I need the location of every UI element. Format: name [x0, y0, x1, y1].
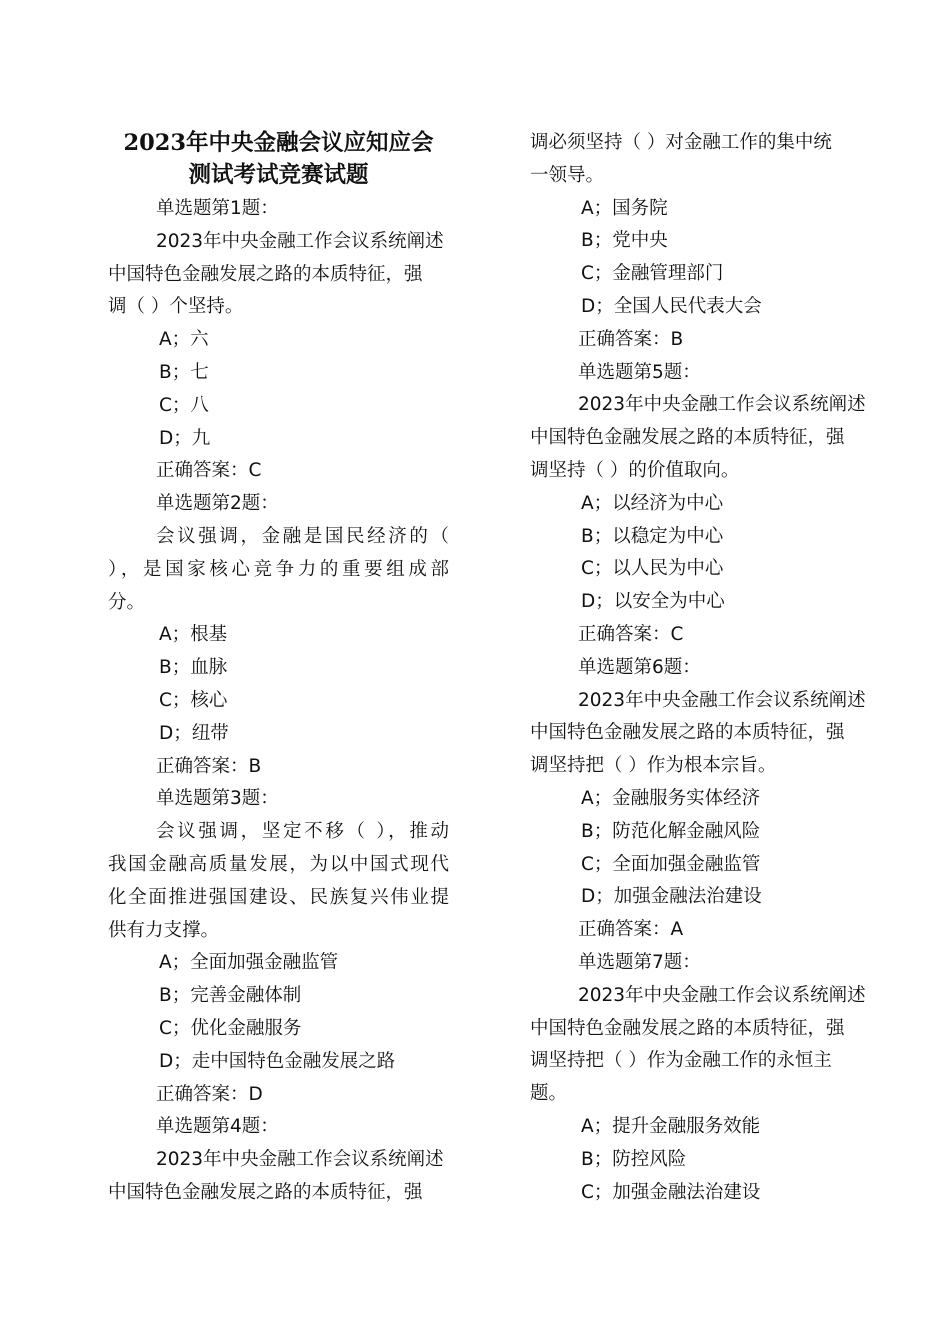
question-text [530, 685, 871, 783]
question-text-line: 调坚持把（ ）作为根本宗旨。 [530, 755, 777, 777]
question-6 [530, 652, 871, 947]
option-c: C；加强金融法治建设 [581, 1181, 761, 1203]
question-label: 单选题第4题： [156, 1116, 279, 1138]
question-text-line: 供有力支撑。 [108, 919, 220, 941]
option-a: A；全面加强金融监管 [159, 952, 339, 974]
option-d: D；纽带 [159, 722, 229, 744]
option-c: C；金融管理部门 [581, 263, 724, 285]
correct-answer: 正确答案：B [156, 755, 262, 777]
option-b: B；防控风险 [581, 1148, 687, 1170]
question-text-line: 调坚持把（ ）作为金融工作的永恒主 [530, 1050, 832, 1072]
question-text-line: 我国金融高质量发展，为以中国式现代 [108, 853, 449, 875]
correct-answer: 正确答案：D [156, 1083, 263, 1105]
question-text-line: 题。 [530, 1083, 568, 1105]
question-text [530, 980, 871, 1111]
question-text [530, 389, 871, 487]
question-text-line: 2023年中央金融工作会议系统阐述 [578, 984, 866, 1006]
left-column [108, 127, 449, 1210]
option-a: A；提升金融服务效能 [581, 1115, 761, 1137]
question-text-line: ），是国家核心竞争力的重要组成部 [108, 558, 449, 580]
question-text-line: 中国特色金融发展之路的本质特征，强 [108, 263, 423, 285]
option-c: C；优化金融服务 [159, 1017, 302, 1039]
option-a: A；根基 [159, 624, 228, 646]
question-text-line: 会议强调，金融是国民经济的（ [156, 525, 449, 547]
question-text-line: 中国特色金融发展之路的本质特征，强 [530, 427, 845, 449]
question-text-line: 分。 [108, 591, 146, 613]
question-text-line: 化全面推进强国建设、民族复兴伟业提 [108, 886, 449, 908]
question-label: 单选题第6题： [578, 656, 701, 678]
question-5 [530, 357, 871, 652]
option-d: D；走中国特色金融发展之路 [159, 1050, 396, 1072]
option-d: D；加强金融法治建设 [581, 886, 762, 908]
question-label: 单选题第5题： [578, 361, 701, 383]
question-text [108, 226, 449, 324]
option-a: A；以经济为中心 [581, 492, 724, 514]
question-label: 单选题第3题： [156, 788, 279, 810]
question-4 [108, 1111, 449, 1209]
document-title [108, 127, 449, 191]
option-c: C；核心 [159, 689, 228, 711]
option-a: A；六 [159, 329, 209, 351]
question-3 [108, 783, 449, 1111]
question-text [108, 1144, 449, 1210]
option-b: B；党中央 [581, 230, 668, 252]
question-7 [530, 947, 871, 1209]
question-text-line: 会议强调，坚定不移（ ），推动 [156, 821, 449, 843]
question-text-line: 调坚持（ ）的价值取向。 [530, 459, 740, 481]
option-a: A；国务院 [581, 197, 668, 219]
question-text-line: 2023年中央金融工作会议系统阐述 [578, 689, 866, 711]
question-text-line: 中国特色金融发展之路的本质特征，强 [108, 1181, 423, 1203]
question-2 [108, 488, 449, 783]
option-c: C；八 [159, 394, 209, 416]
option-a: A；金融服务实体经济 [581, 787, 761, 809]
question-label: 单选题第1题： [156, 198, 279, 219]
question-text-line: 中国特色金融发展之路的本质特征，强 [530, 722, 845, 744]
option-b: B；完善金融体制 [159, 985, 302, 1007]
question-label: 单选题第2题： [156, 493, 279, 515]
correct-answer: 正确答案：C [578, 623, 684, 645]
option-b: B；七 [159, 361, 209, 383]
correct-answer: 正确答案：A [578, 919, 684, 941]
option-c: C；以人民为中心 [581, 558, 724, 580]
question-text [108, 521, 449, 619]
title-line-1: 2023年中央金融会议应知应会 [123, 130, 434, 156]
question-text [530, 127, 871, 193]
question-text-line: 2023年中央金融工作会议系统阐述 [578, 394, 866, 416]
option-d: D；全国人民代表大会 [581, 295, 762, 317]
question-text-line: 2023年中央金融工作会议系统阐述 [156, 230, 444, 252]
title-line-2: 测试考试竞赛试题 [188, 162, 369, 188]
option-d: D；九 [159, 427, 211, 449]
right-column [530, 127, 871, 1209]
correct-answer: 正确答案：C [156, 460, 262, 482]
question-text-line: 2023年中央金融工作会议系统阐述 [156, 1149, 444, 1171]
question-1 [108, 193, 449, 488]
question-text-line: 一领导。 [530, 164, 605, 186]
option-b: B；以稳定为中心 [581, 525, 724, 547]
option-d: D；以安全为中心 [581, 591, 725, 613]
question-text-line: 调（ ）个坚持。 [108, 296, 244, 318]
question-text [108, 816, 449, 947]
correct-answer: 正确答案：B [578, 328, 684, 350]
question-label: 单选题第7题： [578, 951, 701, 973]
option-b: B；防范化解金融风险 [581, 820, 761, 842]
question-4-continued [530, 127, 871, 357]
option-b: B；血脉 [159, 657, 228, 679]
question-text-line: 调必须坚持（ ）对金融工作的集中统 [530, 132, 832, 153]
question-text-line: 中国特色金融发展之路的本质特征，强 [530, 1017, 845, 1039]
option-c: C；全面加强金融监管 [581, 853, 761, 875]
